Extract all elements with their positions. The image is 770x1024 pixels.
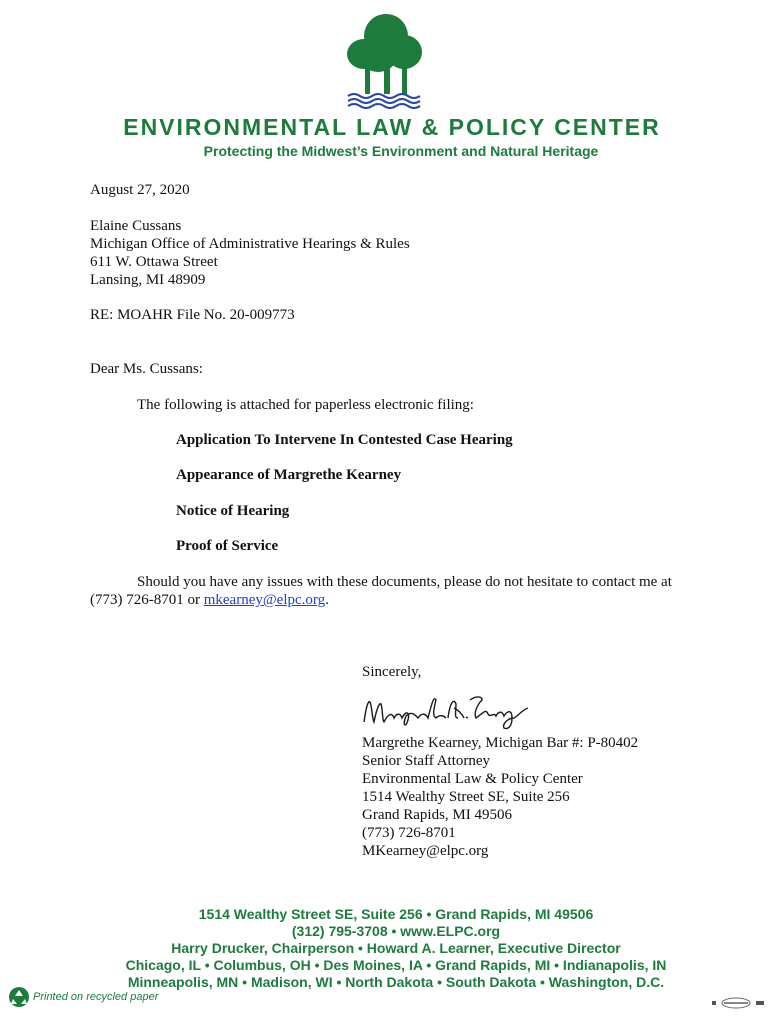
- recipient-address-block: [90, 217, 410, 289]
- footer-address: 1514 Wealthy Street SE, Suite 256 • Grand Rapids, MI 49506: [198, 906, 594, 922]
- closing-text-end: .: [325, 592, 329, 608]
- tree-logo-icon: [340, 12, 430, 112]
- attachment-item: Application To Intervene In Contested Case Hearing: [176, 432, 513, 448]
- attachment-item: Notice of Hearing: [176, 503, 290, 519]
- signer-street: 1514 Wealthy Street SE, Suite 256: [362, 789, 570, 805]
- recycled-paper-note: Printed on recycled paper: [33, 991, 159, 1003]
- attachment-item: Appearance of Margrethe Kearney: [176, 467, 402, 483]
- reference-line: RE: MOAHR File No. 20-009773: [90, 307, 295, 323]
- organization-tagline: Protecting the Midwest’s Environment and Natural Heritage: [203, 143, 599, 159]
- recipient-street: 611 W. Ottawa Street: [90, 254, 218, 270]
- footer-leadership: Harry Drucker, Chairperson • Howard A. Learner, Executive Director: [171, 940, 621, 956]
- union-bug-icon: [712, 996, 766, 1010]
- signer-city: Grand Rapids, MI 49506: [362, 807, 512, 823]
- salutation: Dear Ms. Cussans:: [90, 361, 203, 377]
- recipient-office: Michigan Office of Administrative Hearings & Rules: [90, 236, 410, 252]
- footer-contact: (312) 795-3708 • www.ELPC.org: [291, 923, 501, 939]
- signer-organization: Environmental Law & Policy Center: [362, 771, 583, 787]
- signer-phone: (773) 726-8701: [362, 825, 456, 841]
- signature-block: [362, 734, 638, 860]
- footer-offices: Minneapolis, MN • Madison, WI • North Dakota • South Dakota • Washington, D.C.: [127, 974, 665, 990]
- footer-offices: Chicago, IL • Columbus, OH • Des Moines, IA • Grand Rapids, MI • Indianapolis, IN: [125, 957, 667, 973]
- recycle-icon: [8, 986, 30, 1008]
- handwritten-signature: [362, 688, 532, 734]
- closing-text: Should you have any issues with these documents, please do not hesitate to contact me at (773) 726-8701 or: [90, 574, 672, 608]
- attachment-item: Proof of Service: [176, 538, 279, 554]
- email-link[interactable]: mkearney@elpc.org: [203, 592, 326, 608]
- signoff: Sincerely,: [362, 664, 422, 680]
- intro-sentence: The following is attached for paperless electronic filing:: [137, 397, 474, 413]
- signer-name: Margrethe Kearney, Michigan Bar #: P-80402: [362, 735, 639, 751]
- letter-date: August 27, 2020: [90, 182, 190, 198]
- recipient-city: Lansing, MI 48909: [90, 272, 206, 288]
- organization-name: ENVIRONMENTAL LAW & POLICY CENTER: [123, 114, 661, 140]
- signer-title: Senior Staff Attorney: [362, 753, 491, 769]
- recipient-name: Elaine Cussans: [90, 218, 182, 234]
- closing-paragraph: [90, 573, 690, 609]
- signer-email: MKearney@elpc.org: [362, 843, 489, 859]
